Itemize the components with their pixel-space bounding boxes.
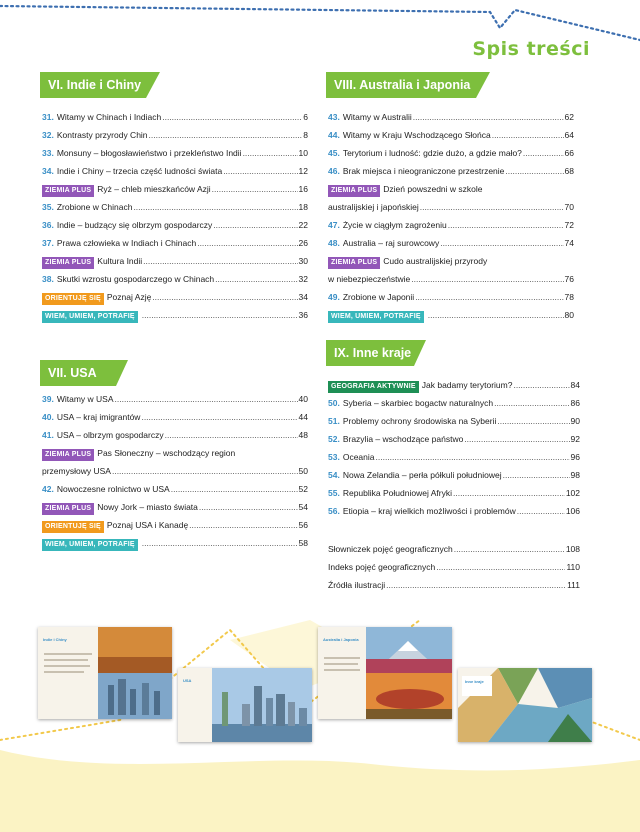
dot-leader	[464, 430, 569, 448]
section-tag: WIEM, UMIEM, POTRAFIĘ	[42, 539, 138, 551]
toc-entry[interactable]	[328, 162, 574, 180]
dot-leader	[497, 412, 569, 430]
lesson-number: 55.	[328, 488, 340, 498]
lesson-number: 50.	[328, 398, 340, 408]
page-number: 96	[570, 452, 580, 462]
page-number: 58	[298, 538, 308, 548]
lesson-number: 40.	[42, 412, 54, 422]
page-number: 76	[564, 274, 574, 284]
lesson-number: 41.	[42, 430, 54, 440]
page-number: 30	[298, 256, 308, 266]
dot-leader	[212, 180, 298, 198]
entry-title: Indeks pojęć geograficznych	[328, 562, 436, 572]
lesson-number: 56.	[328, 506, 340, 516]
lesson-number: 43.	[328, 112, 340, 122]
dot-leader	[513, 376, 569, 394]
toc-entry[interactable]	[42, 198, 308, 216]
dot-leader	[386, 576, 566, 594]
toc-entry[interactable]	[42, 306, 308, 324]
page-number: 52	[298, 484, 308, 494]
dot-leader	[143, 252, 297, 270]
toc-entry[interactable]	[42, 408, 308, 426]
thumbnail-usa	[178, 668, 312, 742]
entry-title: Nowy Jork – miasto świata	[97, 502, 198, 512]
toc-entry[interactable]	[42, 390, 308, 408]
entry-title: Monsuny – błogosławieństwo i przekleństwo Indii	[56, 148, 242, 158]
toc-list-appendix	[328, 540, 580, 594]
toc-entry[interactable]	[328, 144, 574, 162]
lesson-number: 53.	[328, 452, 340, 462]
dot-leader	[413, 108, 564, 126]
toc-entry[interactable]	[328, 288, 574, 306]
lesson-number: 52.	[328, 434, 340, 444]
toc-entry[interactable]	[328, 430, 580, 448]
lesson-number: 54.	[328, 470, 340, 480]
page-number: 6	[303, 112, 308, 122]
entry-title: Słowniczek pojęć geograficznych	[328, 544, 453, 554]
page-number: 40	[298, 394, 308, 404]
section-tag: GEOGRAFIA AKTYWNIE	[328, 381, 419, 393]
page-number: 78	[564, 292, 574, 302]
dot-leader	[440, 234, 563, 252]
dot-leader	[165, 426, 298, 444]
entry-title: Kultura Indii	[97, 256, 143, 266]
dot-leader	[454, 540, 565, 558]
page-number: 68	[564, 166, 574, 176]
lesson-number: 33.	[42, 148, 54, 158]
lesson-number: 32.	[42, 130, 54, 140]
dot-leader	[162, 108, 302, 126]
entry-title: Prawa człowieka w Indiach i Chinach	[56, 238, 197, 248]
page-number: 106	[565, 506, 580, 516]
lesson-number: 51.	[328, 416, 340, 426]
thumbnail-australia-japonia	[318, 627, 452, 719]
entry-title: Oceania	[342, 452, 375, 462]
page-number: 36	[298, 310, 308, 320]
entry-title: Witamy w Kraju Wschodzącego Słońca	[342, 130, 491, 140]
toc-entry[interactable]	[328, 576, 580, 594]
entry-title: Pas Słoneczny – wschodzący region	[97, 448, 236, 458]
toc-entry[interactable]	[328, 502, 580, 520]
thumbnail-inne-kraje	[458, 668, 592, 742]
section-tag: ZIEMIA PLUS	[328, 185, 380, 197]
page-number: 80	[564, 310, 574, 320]
entry-title: Źródła ilustracji	[328, 580, 386, 590]
dot-leader	[197, 234, 297, 252]
dot-leader	[428, 306, 564, 324]
page-number: 44	[298, 412, 308, 422]
dot-leader	[453, 484, 565, 502]
dot-leader	[523, 144, 564, 162]
toc-entry[interactable]	[42, 534, 308, 552]
dot-leader	[492, 126, 564, 144]
toc-entry[interactable]	[42, 516, 308, 534]
toc-entry[interactable]	[42, 252, 308, 270]
entry-title: Etiopia – kraj wielkich możliwości i problemów	[342, 506, 516, 516]
toc-entry[interactable]	[42, 426, 308, 444]
page-number: 16	[298, 184, 308, 194]
toc-list-viii	[328, 108, 574, 324]
page-number: 108	[565, 544, 580, 554]
page-number: 66	[564, 148, 574, 158]
toc-entry[interactable]	[328, 306, 574, 324]
section-tag: ZIEMIA PLUS	[42, 185, 94, 197]
toc-entry[interactable]	[42, 270, 308, 288]
lesson-number: 38.	[42, 274, 54, 284]
lesson-number: 36.	[42, 220, 54, 230]
entry-title: Zrobione w Japonii	[342, 292, 415, 302]
lesson-number: 46.	[328, 166, 340, 176]
page-number: 110	[566, 562, 580, 572]
page-number: 86	[570, 398, 580, 408]
entry-title: Terytorium i ludność: gdzie dużo, a gdzie mało?	[342, 148, 522, 158]
section-tag: ZIEMIA PLUS	[42, 503, 94, 515]
entry-title: Indie i Chiny – trzecia część ludności świata	[56, 166, 223, 176]
dot-leader	[141, 408, 297, 426]
toc-entry[interactable]	[42, 288, 308, 306]
section-header-viii: VIII. Australia i Japonia	[326, 72, 490, 98]
dot-leader	[494, 394, 569, 412]
dot-leader	[517, 502, 565, 520]
toc-entry[interactable]	[328, 466, 580, 484]
dot-leader	[112, 462, 298, 480]
lesson-number: 34.	[42, 166, 54, 176]
section-header-ix: IX. Inne kraje	[326, 340, 426, 366]
page-number: 10	[298, 148, 308, 158]
entry-title: Poznaj Azję	[106, 292, 152, 302]
page-number: 18	[298, 202, 308, 212]
entry-title: Dzień powszedni w szkole	[383, 184, 483, 194]
toc-entry[interactable]	[42, 498, 308, 516]
lesson-number: 37.	[42, 238, 54, 248]
dot-leader	[505, 162, 563, 180]
entry-title: Życie w ciągłym zagrożeniu	[342, 220, 447, 230]
page-number: 34	[298, 292, 308, 302]
entry-title: Australia – raj surowcowy	[342, 238, 440, 248]
toc-entry[interactable]	[328, 484, 580, 502]
toc-entry[interactable]	[328, 394, 580, 412]
dot-leader	[142, 534, 298, 552]
toc-entry-continued[interactable]	[42, 462, 308, 480]
toc-entry[interactable]	[328, 558, 580, 576]
lesson-number: 39.	[42, 394, 54, 404]
toc-list-vii	[42, 390, 308, 552]
page-number: 74	[564, 238, 574, 248]
lesson-number: 44.	[328, 130, 340, 140]
toc-list-vi	[42, 108, 308, 324]
entry-title-continued: przemysłowy USA	[42, 466, 111, 476]
dot-leader	[411, 270, 563, 288]
dot-leader	[142, 306, 298, 324]
toc-entry[interactable]	[328, 234, 574, 252]
lesson-number: 45.	[328, 148, 340, 158]
page-number: 84	[570, 380, 580, 390]
section-tag: WIEM, UMIEM, POTRAFIĘ	[328, 311, 424, 323]
toc-entry[interactable]	[328, 540, 580, 558]
toc-entry-continued[interactable]	[328, 270, 574, 288]
lesson-number: 31.	[42, 112, 54, 122]
lesson-number: 48.	[328, 238, 340, 248]
page-number: 32	[298, 274, 308, 284]
dot-leader	[436, 558, 565, 576]
page-number: 22	[298, 220, 308, 230]
page-number: 26	[298, 238, 308, 248]
toc-entry[interactable]	[328, 252, 574, 270]
entry-title: Nowa Zelandia – perła półkuli południowej	[342, 470, 502, 480]
page-number: 98	[570, 470, 580, 480]
entry-title: Nowoczesne rolnictwo w USA	[56, 484, 170, 494]
toc-entry[interactable]	[328, 376, 580, 394]
entry-title: Skutki wzrostu gospodarczego w Chinach	[56, 274, 215, 284]
toc-entry[interactable]	[328, 216, 574, 234]
dot-leader	[215, 270, 297, 288]
page-number: 62	[564, 112, 574, 122]
dot-leader	[223, 162, 297, 180]
toc-entry[interactable]	[42, 444, 308, 462]
section-tag: ZIEMIA PLUS	[42, 257, 94, 269]
section-tag: WIEM, UMIEM, POTRAFIĘ	[42, 311, 138, 323]
page-number: 92	[570, 434, 580, 444]
toc-entry[interactable]	[328, 126, 574, 144]
dot-leader	[199, 498, 298, 516]
page-number: 8	[303, 130, 308, 140]
toc-entry[interactable]	[42, 216, 308, 234]
entry-title: Witamy w Chinach i Indiach	[56, 112, 162, 122]
dot-leader	[243, 144, 298, 162]
thumbnail-indie-chiny	[38, 627, 172, 719]
dot-leader	[415, 288, 563, 306]
toc-entry[interactable]	[328, 180, 574, 198]
toc-entry[interactable]	[42, 234, 308, 252]
page-number: 72	[564, 220, 574, 230]
toc-entry[interactable]	[42, 480, 308, 498]
dot-leader	[503, 466, 570, 484]
thumbnail-caption: Inne kraje	[465, 679, 484, 684]
section-tag: ZIEMIA PLUS	[328, 257, 380, 269]
page-title: Spis treści	[472, 38, 590, 60]
entry-title: USA – olbrzym gospodarczy	[56, 430, 164, 440]
entry-title: Brazylia – wschodzące państwo	[342, 434, 464, 444]
entry-title-continued: w niebezpieczeństwie	[328, 274, 411, 284]
lesson-number: 42.	[42, 484, 54, 494]
entry-title: Brak miejsca i nieograniczone przestrzenie	[342, 166, 505, 176]
page-number: 102	[565, 488, 580, 498]
page-number: 48	[298, 430, 308, 440]
entry-title: Republika Południowej Afryki	[342, 488, 452, 498]
dot-leader	[376, 448, 570, 466]
toc-entry[interactable]	[328, 412, 580, 430]
entry-title: USA – kraj imigrantów	[56, 412, 141, 422]
entry-title: Indie – budzący się olbrzym gospodarczy	[56, 220, 213, 230]
entry-title: Witamy w Australii	[342, 112, 412, 122]
page-number: 54	[298, 502, 308, 512]
section-tag: ORIENTUJĘ SIĘ	[42, 293, 104, 305]
entry-title: Witamy w USA	[56, 394, 114, 404]
page-number: 12	[298, 166, 308, 176]
toc-entry[interactable]	[42, 162, 308, 180]
page-number: 70	[564, 202, 574, 212]
dot-leader	[133, 198, 297, 216]
entry-title-continued: australijskiej i japońskiej	[328, 202, 419, 212]
page-number: 111	[567, 580, 580, 590]
dot-leader	[115, 390, 298, 408]
dot-leader	[189, 516, 297, 534]
section-tag: ZIEMIA PLUS	[42, 449, 94, 461]
lesson-number: 47.	[328, 220, 340, 230]
thumbnail-caption: Australia i Japonia	[323, 637, 359, 642]
entry-title: Syberia – skarbiec bogactw naturalnych	[342, 398, 494, 408]
dot-leader	[152, 288, 297, 306]
toc-entry[interactable]	[328, 108, 574, 126]
dot-leader	[448, 216, 564, 234]
dot-leader	[420, 198, 564, 216]
thumbnail-caption: Indie i Chiny	[43, 637, 67, 642]
entry-title: Poznaj USA i Kanadę	[106, 520, 189, 530]
dot-leader	[149, 126, 303, 144]
toc-entry-continued[interactable]	[328, 198, 574, 216]
section-tag: ORIENTUJĘ SIĘ	[42, 521, 104, 533]
section-header-vi: VI. Indie i Chiny	[40, 72, 160, 98]
entry-title: Ryż – chleb mieszkańców Azji	[97, 184, 211, 194]
page-number: 90	[570, 416, 580, 426]
page-number: 56	[298, 520, 308, 530]
entry-title: Zrobione w Chinach	[56, 202, 133, 212]
page-number: 64	[564, 130, 574, 140]
toc-entry[interactable]	[42, 108, 308, 126]
entry-title: Kontrasty przyrody Chin	[56, 130, 148, 140]
thumbnail-caption: USA	[183, 678, 192, 683]
toc-entry[interactable]	[42, 144, 308, 162]
dot-leader	[213, 216, 297, 234]
page-number: 50	[298, 466, 308, 476]
toc-list-ix	[328, 376, 580, 520]
section-header-vii: VII. USA	[40, 360, 128, 386]
toc-entry[interactable]	[328, 448, 580, 466]
dot-leader	[171, 480, 298, 498]
toc-entry[interactable]	[42, 180, 308, 198]
entry-title: Cudo australijskiej przyrody	[383, 256, 488, 266]
entry-title: Jak badamy terytorium?	[421, 380, 513, 390]
toc-entry[interactable]	[42, 126, 308, 144]
lesson-number: 49.	[328, 292, 340, 302]
entry-title: Problemy ochrony środowiska na Syberii	[342, 416, 497, 426]
lesson-number: 35.	[42, 202, 54, 212]
